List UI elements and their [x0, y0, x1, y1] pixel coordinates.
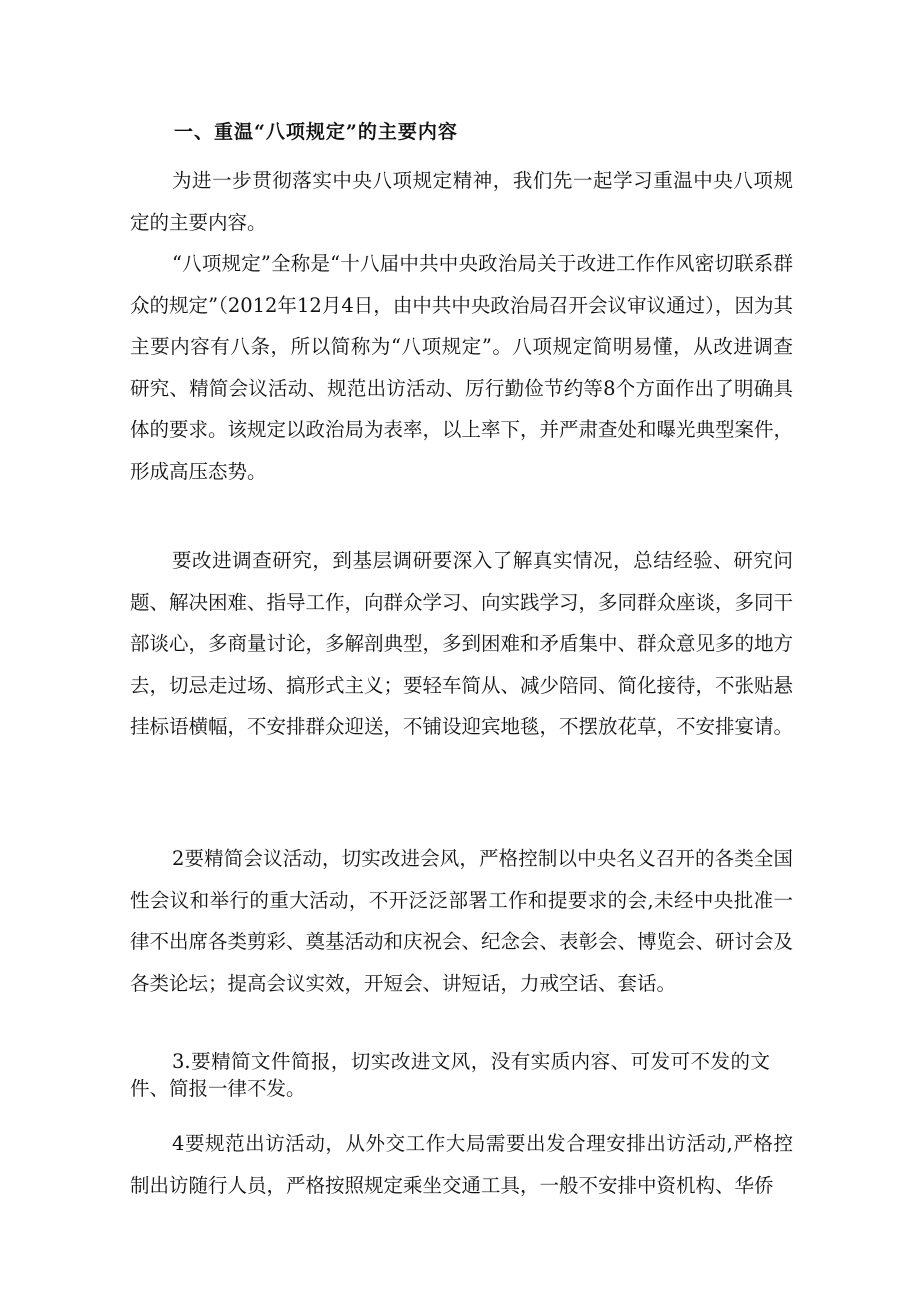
- paragraph-meetings: 2要精简会议活动，切实改进会风，严格控制以中央名义召开的各类全国性会议和举行的重大活动，不开泛泛部署工作和提要求的会,未经中央批准一律不出席各类剪彩、奠基活动和庆祝会、纪念会、表彰会、博览会、研讨会及各类论坛；提高会议实效，开短会、讲短话，力戒空话、套话。: [130, 847, 794, 995]
- paragraph-full-name: “八项规定”全称是“十八届中共中央政治局关于改进工作作风密切联系群众的规定”（2012年12月4日，由中共中央政治局召开会议审议通过），因为其主要内容有八条，所以简称为“八项规定”。八项规定简明易懂，从改进调查研究、精简会议活动、规范出访活动、厉行勤俭节约等8个方面作出了明确具体的要求。该规定以政治局为表率，以上率下，并严肃查处和曝光典型案件，形成高压态势。: [130, 252, 794, 483]
- paragraph-visits: 4要规范出访活动，从外交工作大局需要出发合理安排出访活动,严格控制出访随行人员，严格按照规定乘坐交通工具，一般不安排中资机构、华侨: [130, 1132, 793, 1197]
- paragraph-research: 要改进调查研究，到基层调研要深入了解真实情况，总结经验、研究问题、解决困难、指导工作，向群众学习、向实践学习，多同群众座谈，多同干部谈心，多商量讨论，多解剖典型，多到困难和矛盾集中、群众意见多的地方去，切忌走过场、搞形式主义；要轻车简从、减少陪同、简化接待，不张贴悬挂标语横幅，不安排群众迎送，不铺设迎宾地毯，不摆放花草，不安排宴请。: [130, 549, 794, 738]
- section-heading: 一、重温“八项规定”的主要内容: [174, 121, 458, 143]
- paragraph-documents: 3.要精简文件简报，切实改进文风，没有实质内容、可发可不发的文件、简报一律不发。: [130, 1050, 770, 1100]
- paragraph-intro: 为进一步贯彻落实中央八项规定精神，我们先一起学习重温中央八项规定的主要内容。: [130, 169, 793, 234]
